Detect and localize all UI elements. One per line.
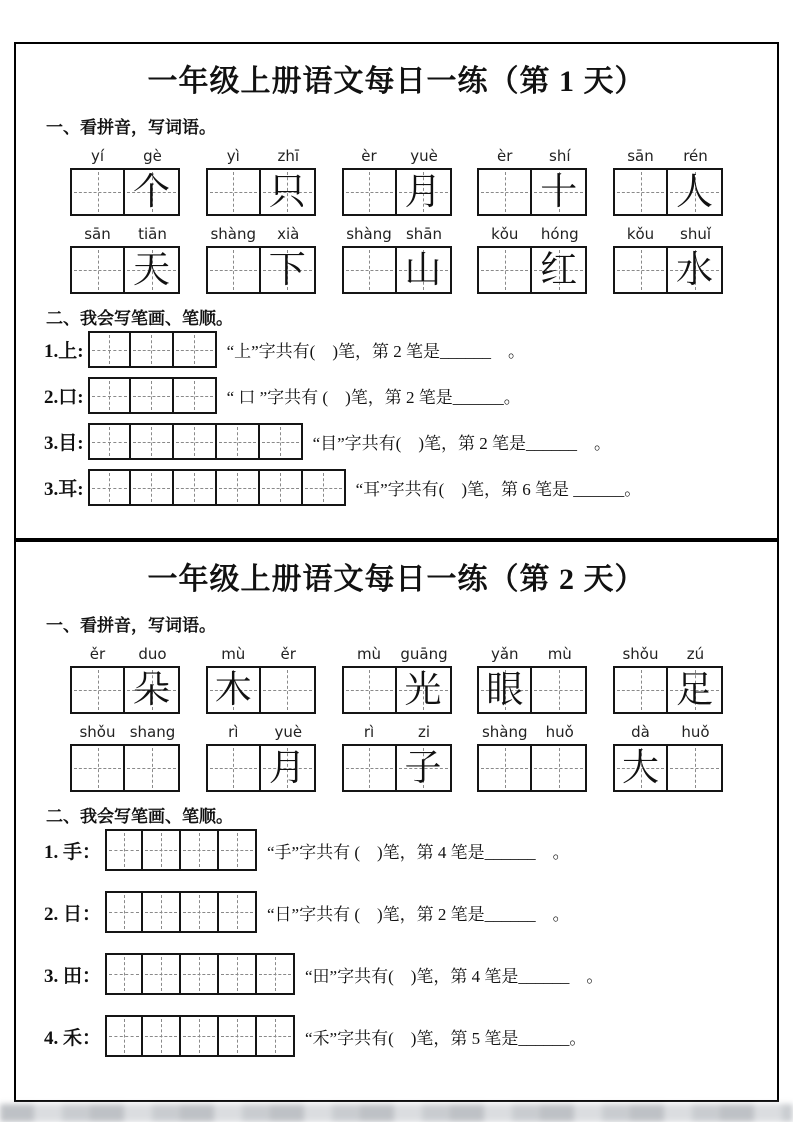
stroke-item-label: 4. 禾： xyxy=(44,1027,102,1049)
writing-grid xyxy=(70,246,180,294)
stroke-item-label: 3.耳: xyxy=(44,479,84,500)
answer-cell-empty xyxy=(206,168,261,216)
answer-cell-filled xyxy=(261,744,316,792)
pinyin-label xyxy=(613,723,723,741)
practice-cell xyxy=(181,1015,219,1057)
answer-cell-empty xyxy=(206,744,261,792)
pinyin-label xyxy=(342,645,452,663)
pinyin-syllable: sān xyxy=(84,225,111,243)
pinyin-syllable: zi xyxy=(417,723,431,741)
pinyin-word-group xyxy=(206,645,316,714)
practice-cell xyxy=(257,953,295,995)
practice-cell xyxy=(219,953,257,995)
answer-cell-filled xyxy=(668,168,723,216)
worksheet-day-1 xyxy=(14,42,779,540)
practice-cell xyxy=(105,1015,143,1057)
stroke-item-label: 2. 日： xyxy=(44,903,102,925)
answer-cell-filled xyxy=(668,666,723,714)
pinyin-syllable: zhī xyxy=(277,147,300,165)
practice-cell xyxy=(217,423,260,460)
pinyin-word-group xyxy=(342,225,452,294)
pinyin-syllable: duo xyxy=(138,645,167,663)
writing-grid xyxy=(613,246,723,294)
writing-grid xyxy=(70,744,180,792)
stroke-section-heading: 二、我会写笔画、笔顺。 xyxy=(46,309,233,328)
pinyin-syllable: rì xyxy=(363,723,375,741)
writing-grid xyxy=(477,744,587,792)
stroke-order-row xyxy=(44,1015,751,1057)
answer-cell-empty xyxy=(532,744,587,792)
pinyin-section-heading: 一、看拼音，写词语。 xyxy=(46,118,216,137)
answer-cell-filled xyxy=(125,168,180,216)
pinyin-word-group xyxy=(70,645,180,714)
answer-cell-empty xyxy=(668,744,723,792)
hanzi-character: 天 xyxy=(133,249,170,291)
answer-cell-empty xyxy=(70,168,125,216)
pinyin-syllable: kǒu xyxy=(491,225,519,243)
pinyin-syllable: dà xyxy=(631,723,650,741)
practice-cell xyxy=(143,891,181,933)
practice-cell xyxy=(303,469,346,506)
pinyin-syllable: zú xyxy=(686,645,705,663)
answer-cell-empty xyxy=(125,744,180,792)
pinyin-syllable: ěr xyxy=(280,645,296,663)
answer-cell-empty xyxy=(613,168,668,216)
practice-cell xyxy=(219,891,257,933)
writing-grid xyxy=(613,744,723,792)
practice-cell xyxy=(131,423,174,460)
pinyin-word-group xyxy=(206,723,316,792)
writing-grid xyxy=(206,744,316,792)
writing-grid xyxy=(477,168,587,216)
hanzi-character: 十 xyxy=(540,171,578,213)
pinyin-syllable: huǒ xyxy=(545,723,574,741)
hanzi-character: 月 xyxy=(404,171,442,213)
pinyin-syllable: yuè xyxy=(274,723,303,741)
answer-cell-filled xyxy=(397,666,452,714)
answer-cell-empty xyxy=(477,168,532,216)
answer-cell-empty xyxy=(477,744,532,792)
hanzi-character: 光 xyxy=(404,669,442,711)
practice-cell xyxy=(88,423,131,460)
stroke-order-row xyxy=(44,953,751,995)
answer-cell-empty xyxy=(70,666,125,714)
answer-cell-filled xyxy=(397,168,452,216)
practice-cell xyxy=(217,469,260,506)
pinyin-word-group xyxy=(206,225,316,294)
writing-grid xyxy=(342,744,452,792)
practice-cell xyxy=(131,377,174,414)
stroke-item-label: 1. 手： xyxy=(44,841,102,863)
practice-cell xyxy=(143,953,181,995)
practice-cell xyxy=(174,423,217,460)
answer-cell-empty xyxy=(70,744,125,792)
pinyin-syllable: kǒu xyxy=(626,225,655,243)
writing-grid xyxy=(342,666,452,714)
pinyin-syllable: rì xyxy=(228,723,239,741)
pinyin-word-group xyxy=(613,723,723,792)
practice-cell xyxy=(105,829,143,871)
answer-cell-filled xyxy=(125,246,180,294)
hanzi-character: 只 xyxy=(268,171,306,213)
pinyin-label xyxy=(477,645,587,663)
practice-cell xyxy=(260,469,303,506)
pinyin-word-row xyxy=(42,723,751,792)
pinyin-syllable: yǎn xyxy=(490,645,519,663)
practice-cell xyxy=(181,891,219,933)
pinyin-word-row xyxy=(42,645,751,714)
pinyin-label xyxy=(477,147,587,165)
writing-grid xyxy=(206,246,316,294)
pinyin-word-group xyxy=(342,645,452,714)
hanzi-character: 眼 xyxy=(486,669,524,711)
pinyin-word-group xyxy=(70,147,180,216)
pinyin-syllable: mù xyxy=(221,645,246,663)
stroke-question: “禾”字共有( )笔，第 5 笔是______。 xyxy=(305,1028,587,1048)
hanzi-character: 足 xyxy=(676,669,713,711)
pinyin-syllable: shǒu xyxy=(79,723,116,741)
worksheet-day-2 xyxy=(14,540,779,1102)
stroke-order-row xyxy=(44,829,751,871)
pinyin-syllable: yuè xyxy=(410,147,438,165)
practice-cell xyxy=(105,953,143,995)
pinyin-word-group xyxy=(342,147,452,216)
writing-grid xyxy=(70,168,180,216)
pinyin-label xyxy=(70,225,180,243)
hanzi-character: 朵 xyxy=(133,669,170,711)
practice-cell xyxy=(219,1015,257,1057)
stroke-question: “目”字共有( )笔，第 2 笔是______ 。 xyxy=(312,434,611,453)
pinyin-syllable: huǒ xyxy=(681,723,710,741)
stroke-practice-grid xyxy=(88,377,217,414)
answer-cell-filled xyxy=(206,666,261,714)
writing-grid xyxy=(477,666,587,714)
answer-cell-empty xyxy=(342,246,397,294)
pinyin-word-group xyxy=(613,225,723,294)
answer-cell-empty xyxy=(532,666,587,714)
pinyin-syllable: hóng xyxy=(540,225,579,243)
answer-cell-empty xyxy=(261,666,316,714)
pinyin-word-group xyxy=(206,147,316,216)
stroke-question: “手”字共有 ( )笔，第 4 笔是______ 。 xyxy=(267,842,570,862)
pinyin-syllable: rén xyxy=(683,147,708,165)
writing-grid xyxy=(70,666,180,714)
pinyin-label xyxy=(477,225,587,243)
hanzi-character: 下 xyxy=(268,249,306,291)
pinyin-word-row xyxy=(42,225,751,294)
stroke-order-exercises xyxy=(44,829,751,1057)
pinyin-syllable: tiān xyxy=(138,225,167,243)
pinyin-label xyxy=(206,225,316,243)
pinyin-label xyxy=(70,645,180,663)
pinyin-word-group xyxy=(477,225,587,294)
hanzi-character: 月 xyxy=(268,747,306,789)
pinyin-syllable: shàng xyxy=(481,723,528,741)
page-title: 一年级上册语文每日一练（第 1 天） xyxy=(147,65,646,98)
pinyin-label xyxy=(613,147,723,165)
pinyin-word-group xyxy=(477,723,587,792)
practice-cell xyxy=(219,829,257,871)
hanzi-character: 个 xyxy=(133,171,170,213)
pinyin-word-group xyxy=(613,645,723,714)
pinyin-syllable: xià xyxy=(277,225,300,243)
practice-cell xyxy=(88,331,131,368)
pinyin-syllable: shuǐ xyxy=(680,225,711,243)
practice-cell xyxy=(143,1015,181,1057)
stroke-order-row xyxy=(44,423,751,460)
next-page-preview xyxy=(0,1104,793,1122)
stroke-item-label: 3. 田： xyxy=(44,965,102,987)
stroke-order-row xyxy=(44,331,751,368)
answer-cell-filled xyxy=(532,168,587,216)
practice-cell xyxy=(88,469,131,506)
answer-cell-filled xyxy=(261,246,316,294)
pinyin-syllable: shí xyxy=(549,147,571,165)
pinyin-word-group xyxy=(477,147,587,216)
practice-cell xyxy=(105,891,143,933)
writing-grid xyxy=(613,168,723,216)
answer-cell-empty xyxy=(613,666,668,714)
hanzi-character: 红 xyxy=(540,249,578,291)
pinyin-word-group xyxy=(342,723,452,792)
answer-cell-filled xyxy=(397,744,452,792)
practice-cell xyxy=(131,469,174,506)
stroke-practice-grid xyxy=(105,829,257,871)
writing-grid xyxy=(613,666,723,714)
answer-cell-filled xyxy=(668,246,723,294)
pinyin-label xyxy=(206,147,316,165)
answer-cell-empty xyxy=(342,666,397,714)
answer-cell-filled xyxy=(613,744,668,792)
stroke-order-exercises xyxy=(44,331,751,506)
pinyin-syllable: shàng xyxy=(210,225,257,243)
stroke-item-label: 1.上: xyxy=(44,341,84,362)
practice-cell xyxy=(174,331,217,368)
stroke-practice-grid xyxy=(88,423,303,460)
hanzi-character: 人 xyxy=(676,171,713,213)
pinyin-word-group xyxy=(70,225,180,294)
practice-cell xyxy=(143,829,181,871)
pinyin-word-group xyxy=(70,723,180,792)
pinyin-label xyxy=(477,723,587,741)
pinyin-label xyxy=(70,723,180,741)
writing-grid xyxy=(206,666,316,714)
answer-cell-empty xyxy=(342,168,397,216)
pinyin-label xyxy=(342,147,452,165)
stroke-item-label: 3.目: xyxy=(44,433,84,454)
stroke-practice-grid xyxy=(105,953,295,995)
pinyin-label xyxy=(342,723,452,741)
page-title: 一年级上册语文每日一练（第 2 天） xyxy=(147,563,646,596)
answer-cell-filled xyxy=(125,666,180,714)
practice-cell xyxy=(260,423,303,460)
stroke-practice-grid xyxy=(105,1015,295,1057)
writing-grid xyxy=(342,246,452,294)
hanzi-character: 山 xyxy=(404,249,442,291)
pinyin-syllable: èr xyxy=(497,147,513,165)
pinyin-label xyxy=(70,147,180,165)
pinyin-syllable: yí xyxy=(90,147,105,165)
practice-cell xyxy=(88,377,131,414)
stroke-order-row xyxy=(44,377,751,414)
stroke-question: “田”字共有( )笔，第 4 笔是______ 。 xyxy=(305,966,604,986)
hanzi-character: 大 xyxy=(622,747,659,789)
pinyin-syllable: shǒu xyxy=(622,645,659,663)
stroke-practice-grid xyxy=(105,891,257,933)
pinyin-syllable: yì xyxy=(226,147,240,165)
pinyin-label xyxy=(342,225,452,243)
answer-cell-filled xyxy=(477,666,532,714)
practice-cell xyxy=(174,469,217,506)
hanzi-character: 木 xyxy=(214,669,252,711)
answer-cell-empty xyxy=(206,246,261,294)
practice-cell xyxy=(181,829,219,871)
pinyin-label xyxy=(613,645,723,663)
stroke-order-row xyxy=(44,469,751,506)
writing-grid xyxy=(342,168,452,216)
pinyin-syllable: shang xyxy=(129,723,176,741)
stroke-item-label: 2.口: xyxy=(44,387,84,408)
practice-cell xyxy=(181,953,219,995)
practice-cell xyxy=(257,1015,295,1057)
stroke-section-heading: 二、我会写笔画、笔顺。 xyxy=(46,807,233,826)
answer-cell-empty xyxy=(342,744,397,792)
stroke-practice-grid xyxy=(88,469,346,506)
pinyin-label xyxy=(206,723,316,741)
pinyin-word-group xyxy=(613,147,723,216)
stroke-order-row xyxy=(44,891,751,933)
pinyin-syllable: mù xyxy=(547,645,572,663)
pinyin-word-group xyxy=(477,645,587,714)
hanzi-character: 子 xyxy=(404,747,442,789)
answer-cell-filled xyxy=(397,246,452,294)
pinyin-label xyxy=(613,225,723,243)
stroke-practice-grid xyxy=(88,331,217,368)
answer-cell-filled xyxy=(261,168,316,216)
pinyin-syllable: sān xyxy=(627,147,654,165)
practice-cell xyxy=(131,331,174,368)
pinyin-syllable: gè xyxy=(143,147,162,165)
stroke-question: “日”字共有 ( )笔，第 2 笔是______ 。 xyxy=(267,904,570,924)
answer-cell-empty xyxy=(613,246,668,294)
pinyin-syllable: shān xyxy=(405,225,443,243)
pinyin-syllable: ěr xyxy=(89,645,106,663)
practice-cell xyxy=(174,377,217,414)
answer-cell-empty xyxy=(70,246,125,294)
pinyin-syllable: mù xyxy=(356,645,382,663)
pinyin-syllable: shàng xyxy=(346,225,392,243)
pinyin-section-heading: 一、看拼音，写词语。 xyxy=(46,616,216,635)
stroke-question: “耳”字共有( )笔，第 6 笔是 ______。 xyxy=(355,480,642,499)
writing-grid xyxy=(477,246,587,294)
stroke-question: “ 口 ”字共有 ( )笔，第 2 笔是______。 xyxy=(226,388,521,407)
hanzi-character: 水 xyxy=(676,249,713,291)
writing-grid xyxy=(206,168,316,216)
pinyin-word-row xyxy=(42,147,751,216)
pinyin-label xyxy=(206,645,316,663)
answer-cell-empty xyxy=(477,246,532,294)
answer-cell-filled xyxy=(532,246,587,294)
pinyin-syllable: èr xyxy=(361,147,377,165)
stroke-question: “上”字共有( )笔，第 2 笔是______ 。 xyxy=(226,342,525,361)
pinyin-syllable: guāng xyxy=(400,645,448,663)
